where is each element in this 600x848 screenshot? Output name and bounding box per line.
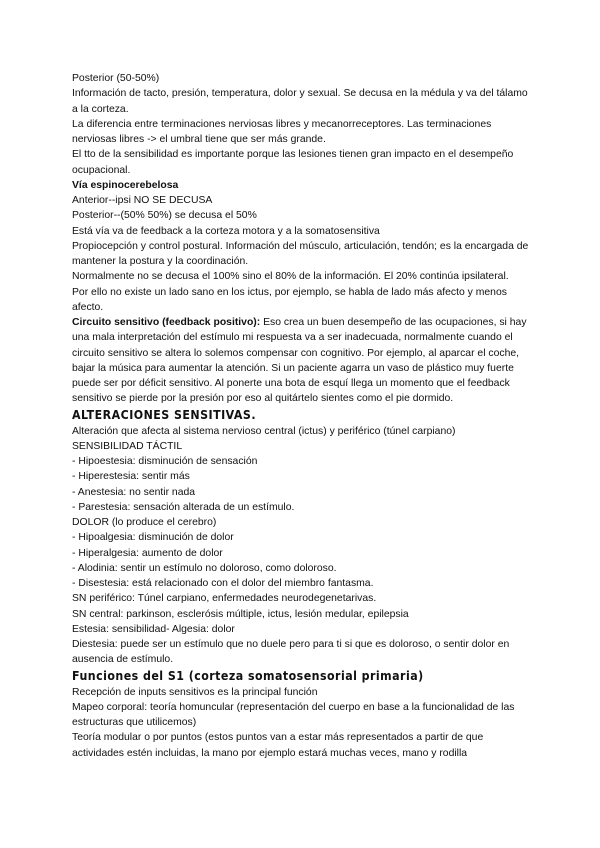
bold-lead: Circuito sensitivo (feedback positivo): xyxy=(72,317,261,328)
document-body xyxy=(72,71,532,761)
paragraph: El tto de la sensibilidad es importante porque las lesiones tienen gran impacto en el desempeño ocupacional. xyxy=(72,149,514,176)
list-item: - Hiperestesia: sentir más xyxy=(72,471,190,483)
section-heading: ALTERACIONES SENSITIVAS. xyxy=(72,407,256,422)
paragraph: La diferencia entre terminaciones nerviosas libres y mecanorreceptores. Las terminaciones nerviosas libres -> el umbral tiene que ser más grande. xyxy=(72,118,492,145)
paragraph: Normalmente no se decusa el 100% sino el 80% de la información. El 20% continúa ipsilateral. xyxy=(72,271,509,283)
list-item: - Alodinia: sentir un estímulo no doloroso, como doloroso. xyxy=(72,562,337,574)
paragraph: Alteración que afecta al sistema nervioso central (ictus) y periférico (túnel carpiano) xyxy=(72,425,456,437)
paragraph: Estesia: sensibilidad- Algesia: dolor xyxy=(72,623,235,635)
section-heading: Funciones del S1 (corteza somatosensorial primaria) xyxy=(72,668,424,683)
list-item: - Hipoestesia: disminución de sensación xyxy=(72,456,258,467)
subheading: Vía espinocerebelosa xyxy=(72,179,179,191)
paragraph: Por ello no existe un lado sano en los ictus, por ejemplo, se habla de lado más afecto y menos afecto. xyxy=(72,286,507,313)
paragraph: SN periférico: Túnel carpiano, enfermedades neurodegenetarivas. xyxy=(72,593,377,605)
paragraph: SENSIBILIDAD TÁCTIL xyxy=(72,440,183,452)
paragraph: DOLOR (lo produce el cerebro) xyxy=(72,517,217,528)
paragraph xyxy=(72,315,532,407)
list-item: - Hipoalgesia: disminución de dolor xyxy=(72,532,234,544)
paragraph: Mapeo corporal: teoría homuncular (representación del cuerpo en base a la funcionalidad de las estructuras que utilicemos) xyxy=(72,701,515,728)
list-item: - Hiperalgesia: aumento de dolor xyxy=(72,547,223,559)
paragraph: Propiocepción y control postural. Información del músculo, articulación, tendón; es la encargada de mantener la postura y la coordinación. xyxy=(72,240,529,267)
paragraph: Teoría modular o por puntos (estos puntos van a estar más representados a partir de que actividades estén incluidas, la mano por ejemplo estará muchas veces, mano y rodilla xyxy=(72,732,484,759)
list-item: - Disestesia: está relacionado con el dolor del miembro fantasma. xyxy=(72,578,374,589)
paragraph: Está vía va de feedback a la corteza motora y a la somatosensitiva xyxy=(72,225,380,237)
paragraph: Anterior--ipsi NO SE DECUSA xyxy=(72,195,213,206)
list-item: - Anestesia: no sentir nada xyxy=(72,486,196,498)
paragraph: Información de tacto, presión, temperatura, dolor y sexual. Se decusa en la médula y va del tálamo a la corteza. xyxy=(72,88,528,115)
paragraph: Diestesia: puede ser un estímulo que no duele pero para ti si que es doloroso, o sentir dolor en ausencia de estímulo. xyxy=(72,639,510,666)
list-item: - Parestesia: sensación alterada de un estímulo. xyxy=(72,501,295,513)
paragraph: Posterior--(50% 50%) se decusa el 50% xyxy=(72,210,257,222)
paragraph: Recepción de inputs sensitivos es la principal función xyxy=(72,686,318,698)
paragraph-text: Eso crea un buen desempeño de las ocupaciones, si hay una mala interpretación del estímulo mi respuesta va a ser inadecuada, normalmente cuando el circuito sensitivo se altera lo solemos compensar con cognitivo. Por ejemplo, al aparcar el coche, bajar la música para aumentar la atención. Si un paciente agarra un vaso de plástico muy fuerte puede ser por déficit sensitivo. Al ponerte una bota de esquí llega un momento que el feedback sensitivo se pierde por la presión por eso al quitártelo sientes como el pie dormido. xyxy=(72,317,527,405)
paragraph: SN central: parkinson, esclerósis múltiple, ictus, lesión medular, epilepsia xyxy=(72,608,409,620)
paragraph: Posterior (50-50%) xyxy=(72,73,160,84)
